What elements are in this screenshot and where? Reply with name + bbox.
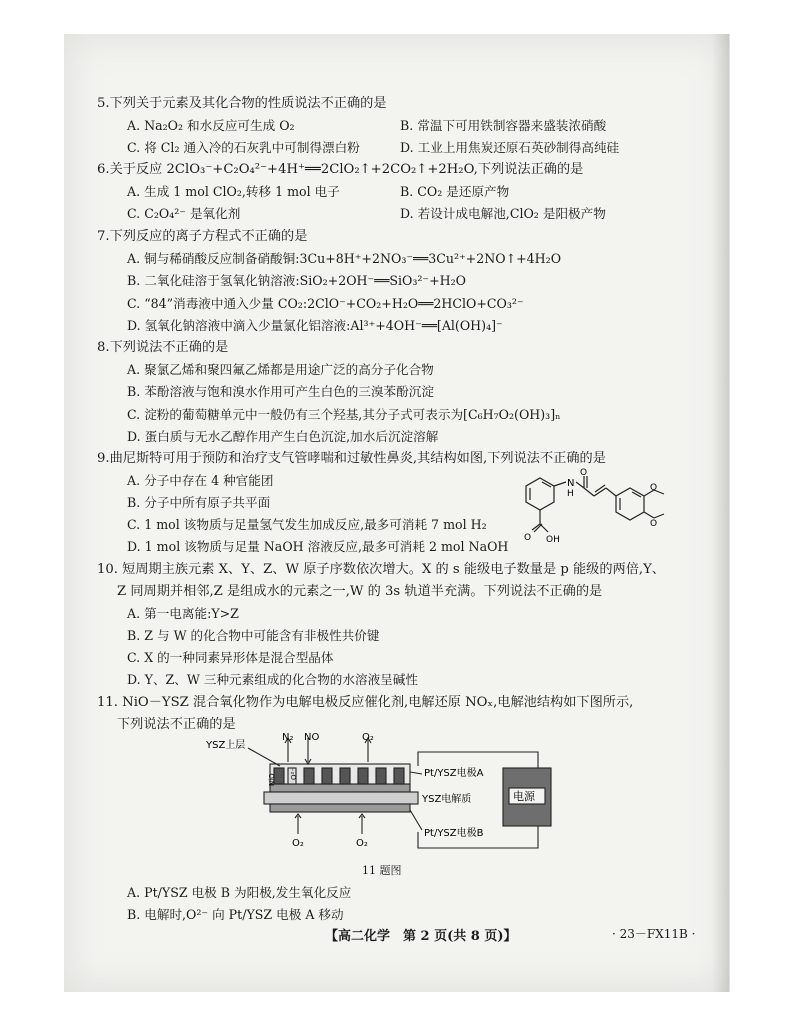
question-5-option-a: A. Na₂O₂ 和水反应可生成 O₂	[127, 118, 295, 133]
hydrogen-label: H	[567, 489, 574, 499]
question-7-stem: 7.下列反应的离子方程式不正确的是	[97, 229, 308, 244]
question-11-option-a: A. Pt/YSZ 电极 B 为阳极,发生氧化反应	[127, 885, 352, 900]
nitrogen-label: N	[567, 478, 575, 489]
o2-top-label: O₂	[362, 732, 374, 743]
power-source-label: 电源	[513, 790, 535, 803]
question-8-option-d: D. 蛋白质与无水乙醇作用产生白色沉淀,加水后沉淀溶解	[127, 429, 439, 444]
electrode-b-plate	[270, 804, 410, 812]
question-8-option-a: A. 聚氯乙烯和聚四氟乙烯都是用途广泛的高分子化合物	[127, 362, 434, 377]
question-7-option-b: B. 二氧化硅溶于氢氧化钠溶液:SiO₂+2OH⁻══SiO₃²⁻+H₂O	[127, 273, 466, 288]
question-8-stem: 8.下列说法不正确的是	[97, 340, 229, 355]
carboxyl-oxygen-label: O	[524, 533, 532, 543]
o2-bottom-mid-label: O₂	[356, 838, 368, 849]
tranilast-structure-diagram	[520, 468, 670, 548]
electrolyte-label: YSZ电解质	[422, 794, 472, 805]
hydroxyl-label: OH	[546, 535, 560, 545]
question-11-stem-line1: 11. NiO－YSZ 混合氧化物作为电解电极反应催化剂,电解还原 NOₓ,电解池结构如下图所示,	[97, 695, 634, 710]
question-6-option-b: B. CO₂ 是还原产物	[400, 184, 510, 199]
question-9-option-a: A. 分子中存在 4 种官能团	[127, 473, 274, 488]
electrolysis-cell-diagram	[200, 730, 580, 862]
page-footer-center: 【高二化学 第 2 页(共 8 页)】	[325, 929, 517, 944]
methoxy-oxygen-bottom-label: O	[650, 519, 658, 529]
question-10-stem-line2: Z 同周期并相邻,Z 是组成水的元素之一,W 的 3s 轨道半充满。下列说法不正确的是	[117, 584, 603, 599]
question-9-option-b: B. 分子中所有原子共平面	[127, 495, 271, 510]
electrolyte-layer	[264, 792, 418, 804]
question-7-option-c: C. “84”消毒液中通入少量 CO₂:2ClO⁻+CO₂+H₂O══2HClO+CO₃²⁻	[127, 296, 524, 311]
o2-bottom-left-label: O₂	[292, 838, 304, 849]
question-9-option-c: C. 1 mol 该物质与足量氢气发生加成反应,最多可消耗 7 mol H₂	[127, 517, 487, 532]
electrode-b-label: Pt/YSZ电极B	[424, 828, 484, 839]
question-5-option-b: B. 常温下可用铁制容器来盛装浓硝酸	[400, 118, 607, 133]
question-10-option-b: B. Z 与 W 的化合物中可能含有非极性共价键	[127, 628, 380, 643]
page-footer-code: · 23－FX11B ·	[612, 927, 696, 941]
question-8-option-b: B. 苯酚溶液与饱和溴水作用可产生白色的三溴苯酚沉淀	[127, 384, 434, 399]
page-edge-shadow	[712, 34, 730, 992]
question-7-option-a: A. 铜与稀硝酸反应制备硝酸铜:3Cu+8H⁺+2NO₃⁻══3Cu²⁺+2NO↑+4H₂O	[127, 251, 562, 266]
amide-oxygen-label: O	[580, 468, 588, 478]
question-10-stem-line1: 10. 短周期主族元素 X、Y、Z、W 原子序数依次增大。X 的 s 能级电子数量是 p 能级的两倍,Y、	[97, 562, 665, 577]
question-10-option-d: D. Y、Z、W 三种元素组成的化合物的水溶液呈碱性	[127, 672, 418, 687]
electrode-a-label: Pt/YSZ电极A	[424, 768, 484, 779]
question-10-option-c: C. X 的一种同素异形体是混合型晶体	[127, 650, 334, 665]
question-6-option-d: D. 若设计成电解池,ClO₂ 是阳极产物	[400, 206, 606, 221]
question-5-option-c: C. 将 Cl₂ 通入冷的石灰乳中可制得漂白粉	[127, 140, 360, 155]
question-9-option-d: D. 1 mol 该物质与足量 NaOH 溶液反应,最多可消耗 2 mol NaOH	[127, 539, 509, 554]
nio-label: NiO	[268, 773, 276, 786]
upper-wire	[418, 752, 538, 768]
question-10-option-a: A. 第一电离能:Y>Z	[127, 606, 239, 621]
n2-label: N₂	[282, 732, 294, 743]
question-11-stem-line2: 下列说法不正确的是	[117, 717, 236, 732]
question-5-option-d: D. 工业上用焦炭还原石英砂制得高纯硅	[400, 140, 620, 155]
question-6-stem: 6.关于反应 2ClO₃⁻+C₂O₄²⁻+4H⁺══2ClO₂↑+2CO₂↑+2H₂O,下列说法正确的是	[97, 162, 584, 177]
question-6-option-a: A. 生成 1 mol ClO₂,转移 1 mol 电子	[127, 184, 340, 199]
figure-11-caption: 11 题图	[362, 864, 402, 877]
question-5-stem: 5.下列关于元素及其化合物的性质说法不正确的是	[97, 96, 387, 111]
no-label: NO	[304, 732, 320, 743]
question-8-option-c: C. 淀粉的葡萄糖单元中一般仍有三个羟基,其分子式可表示为[C₆H₇O₂(OH)₃]ₙ	[127, 407, 561, 422]
question-9-stem: 9.曲尼斯特可用于预防和治疗支气管哮喘和过敏性鼻炎,其结构如图,下列说法不正确的是	[97, 451, 606, 466]
o2-minus-label: O²⁻	[290, 767, 298, 780]
question-6-option-c: C. C₂O₄²⁻ 是氧化剂	[127, 206, 241, 221]
ysz-top-label: YSZ上层	[206, 740, 246, 751]
question-7-option-d: D. 氢氧化钠溶液中滴入少量氯化铝溶液:Al³⁺+4OH⁻══[Al(OH)₄]⁻	[127, 318, 503, 333]
electrode-a-plate	[270, 784, 410, 792]
methoxy-oxygen-top-label: O	[650, 483, 658, 493]
question-11-option-b: B. 电解时,O²⁻ 向 Pt/YSZ 电极 A 移动	[127, 907, 344, 922]
